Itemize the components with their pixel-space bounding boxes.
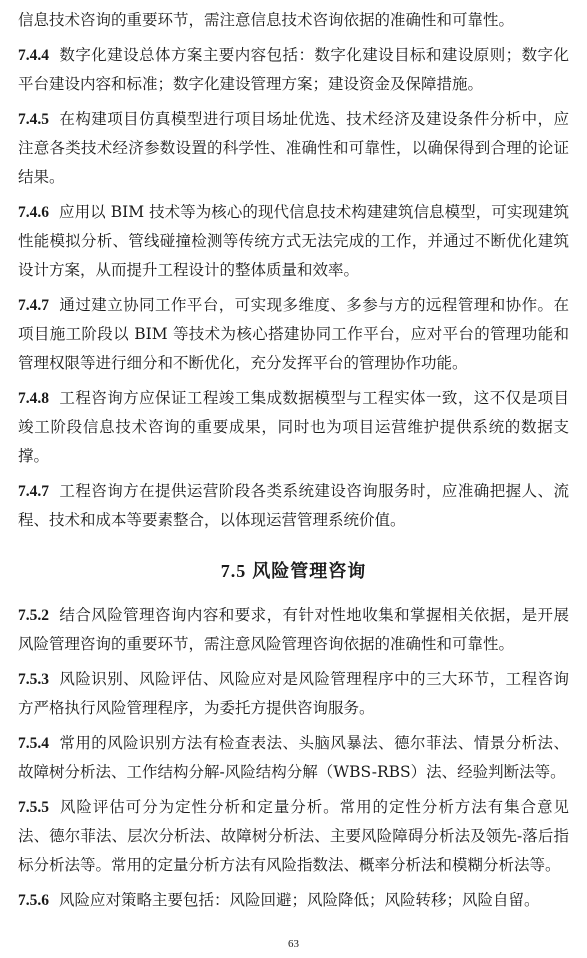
clause-number: 7.5.6: [18, 892, 49, 909]
continuation-paragraph: 信息技术咨询的重要环节，需注意信息技术咨询依据的准确性和可靠性。: [18, 11, 515, 29]
clause-text: 工程咨询方应保证工程竣工集成数据模型与工程实体一致，这不仅是项目竣工阶段信息技术咨询的重要成果，同时也为项目运营维护提供系统的数据支撑。: [18, 389, 569, 465]
clause-number: 7.4.7: [18, 483, 49, 500]
clause-text: 风险识别、风险评估、风险应对是风险管理程序中的三大环节，工程咨询方严格执行风险管理程序，为委托方提供咨询服务。: [18, 670, 569, 717]
clause-number: 7.5.3: [18, 671, 49, 688]
clause-text: 常用的风险识别方法有检查表法、头脑风暴法、德尔菲法、情景分析法、故障树分析法、工作结构分解-风险结构分解（WBS-RBS）法、经验判断法等。: [18, 734, 569, 781]
clause-number: 7.4.8: [18, 390, 49, 407]
clause-paragraph: [18, 729, 569, 787]
clause-paragraph: [18, 477, 569, 535]
clause-text: 结合风险管理咨询内容和要求，有针对性地收集和掌握相关依据，是开展风险管理咨询的重要环节，需注意风险管理咨询依据的准确性和可靠性。: [18, 606, 569, 653]
clause-number: 7.4.4: [18, 47, 49, 64]
clause-paragraph: [18, 198, 569, 285]
clause-text: 风险应对策略主要包括：风险回避；风险降低；风险转移；风险自留。: [59, 891, 540, 909]
clause-number: 7.5.5: [18, 799, 49, 816]
section-title: 风险管理咨询: [252, 561, 367, 582]
clause-number: 7.5.2: [18, 607, 49, 624]
clause-number: 7.4.6: [18, 204, 49, 221]
clause-paragraph: [18, 41, 569, 99]
clause-paragraph: [18, 793, 569, 880]
clause-number: 7.4.5: [18, 111, 49, 128]
section-heading: [18, 557, 569, 583]
clause-text: 数字化建设总体方案主要内容包括：数字化建设目标和建设原则；数字化平台建设内容和标准；数字化建设管理方案；建设资金及保障措施。: [18, 46, 569, 93]
page-number: 63: [288, 938, 299, 950]
items-group-7-5: [18, 601, 569, 915]
clause-paragraph: [18, 886, 569, 915]
clause-text: 应用以 BIM 技术等为核心的现代信息技术构建建筑信息模型，可实现建筑性能模拟分析、管线碰撞检测等传统方式无法完成的工作，并通过不断优化建筑设计方案，从而提升工程设计的整体质量和效率。: [18, 203, 569, 279]
clause-paragraph: [18, 384, 569, 471]
clause-paragraph: [18, 665, 569, 723]
clause-paragraph: [18, 291, 569, 378]
clause-text: 风险评估可分为定性分析和定量分析。常用的定性分析方法有集合意见法、德尔菲法、层次分析法、故障树分析法、主要风险障碍分析法及领先-落后指标分析法等。常用的定量分析方法有风险指数法、概率分析法和模糊分析法等。: [18, 798, 569, 874]
clause-text: 通过建立协同工作平台，可实现多维度、多参与方的远程管理和协作。在项目施工阶段以 BIM 等技术为核心搭建协同工作平台，应对平台的管理功能和管理权限等进行细分和不断优化，充分发挥平台的管理协作功能。: [18, 296, 569, 372]
clause-text: 在构建项目仿真模型进行项目场址优选、技术经济及建设条件分析中，应注意各类技术经济参数设置的科学性、准确性和可靠性，以确保得到合理的论证结果。: [18, 110, 569, 186]
clause-number: 7.4.7: [18, 297, 49, 314]
clause-text: 工程咨询方在提供运营阶段各类系统建设咨询服务时，应准确把握人、流程、技术和成本等要素整合，以体现运营管理系统价值。: [18, 482, 569, 529]
items-group-7-4: [18, 41, 569, 535]
section-number: 7.5: [220, 561, 247, 581]
clause-paragraph: [18, 105, 569, 192]
clause-paragraph: [18, 601, 569, 659]
clause-number: 7.5.4: [18, 735, 49, 752]
